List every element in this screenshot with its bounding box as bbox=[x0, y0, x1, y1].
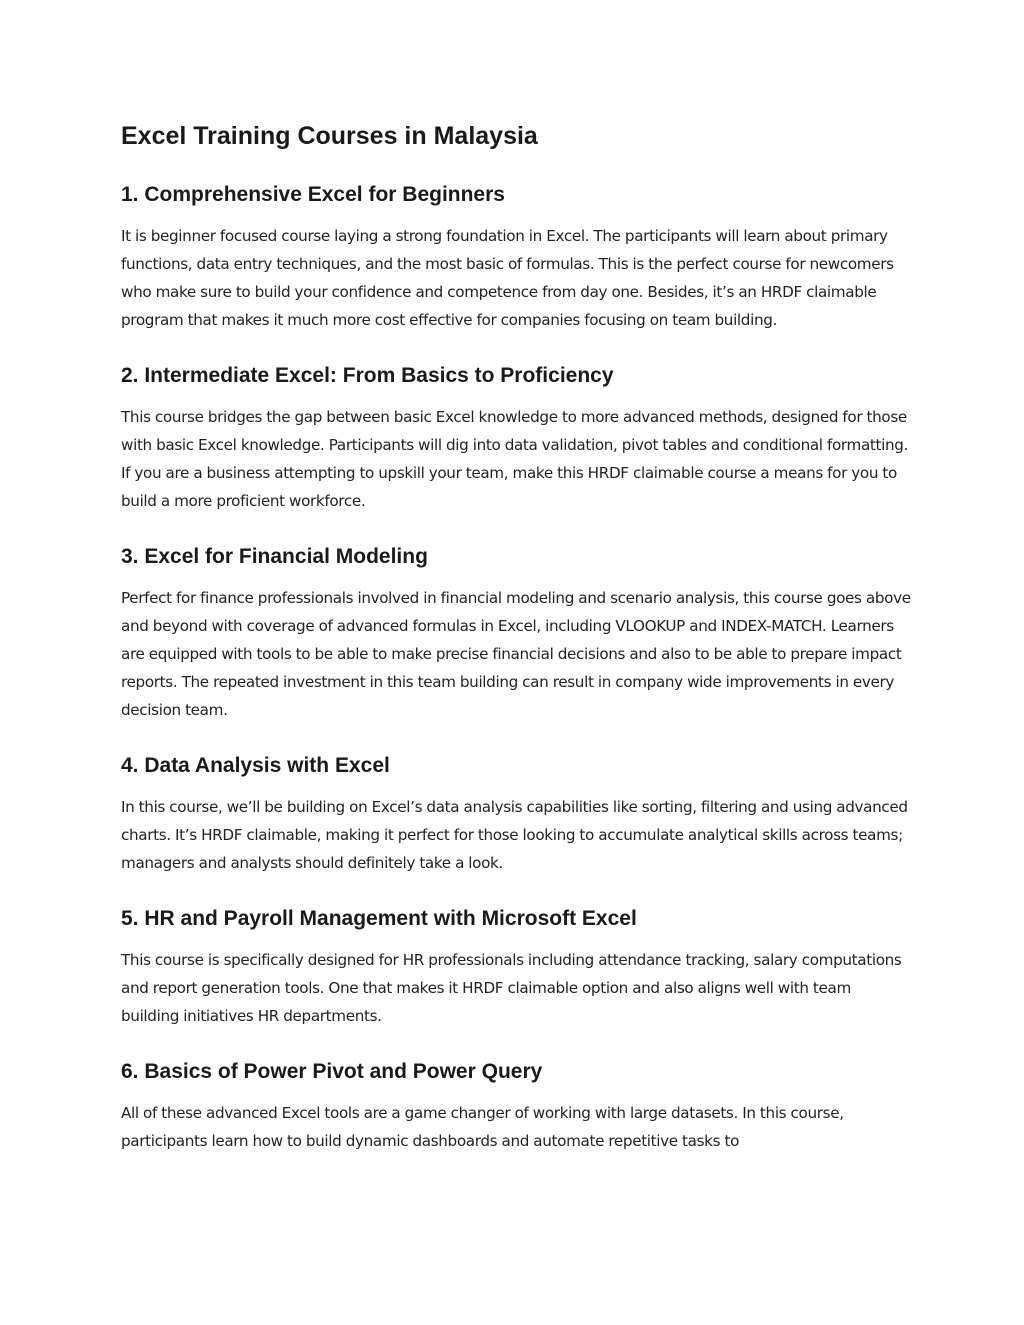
section-paragraph: In this course, we’ll be building on Excel’s data analysis capabilities like sorting, filtering and using advanced charts. It’s HRDF claimable, making it perfect for those looking to accumulate analytical skills across teams; managers and analysts should definitely take a look. bbox=[121, 798, 908, 872]
course-section-1 bbox=[121, 180, 911, 334]
section-paragraph: All of these advanced Excel tools are a game changer of working with large datasets. In this course, participants learn how to build dynamic dashboards and automate repetitive tasks to bbox=[121, 1104, 844, 1150]
section-heading: 1. Comprehensive Excel for Beginners bbox=[121, 183, 505, 206]
course-section-4 bbox=[121, 751, 911, 877]
section-paragraph: This course bridges the gap between basic Excel knowledge to more advanced methods, designed for those with basic Excel knowledge. Participants will dig into data validation, pivot tables and conditional formatting. If you are a business attempting to upskill your team, make this HRDF claimable course a means for you to build a more proficient workforce. bbox=[121, 408, 909, 510]
document-content bbox=[121, 118, 911, 1182]
section-heading: 3. Excel for Financial Modeling bbox=[121, 545, 428, 568]
page-title: Excel Training Courses in Malaysia bbox=[121, 122, 538, 150]
section-heading: 6. Basics of Power Pivot and Power Query bbox=[121, 1060, 543, 1083]
section-heading: 4. Data Analysis with Excel bbox=[121, 754, 390, 777]
section-heading: 2. Intermediate Excel: From Basics to Proficiency bbox=[121, 364, 614, 387]
course-section-6 bbox=[121, 1057, 911, 1155]
section-paragraph: Perfect for finance professionals involved in financial modeling and scenario analysis, this course goes above and beyond with coverage of advanced formulas in Excel, including VLOOKUP and INDEX-MATCH. Learners are equipped with tools to be able to make precise financial decisions and also to be able to prepare impact reports. The repeated investment in this team building can result in company wide improvements in every decision team. bbox=[121, 589, 911, 719]
course-section-5 bbox=[121, 904, 911, 1030]
section-paragraph: This course is specifically designed for HR professionals including attendance tracking, salary computations and report generation tools. One that makes it HRDF claimable option and also aligns well with team building initiatives HR departments. bbox=[121, 951, 902, 1025]
section-heading: 5. HR and Payroll Management with Microsoft Excel bbox=[121, 907, 637, 930]
course-section-2 bbox=[121, 361, 911, 515]
section-paragraph: It is beginner focused course laying a strong foundation in Excel. The participants will learn about primary functions, data entry techniques, and the most basic of formulas. This is the perfect course for newcomers who make sure to build your confidence and competence from day one. Besides, it’s an HRDF claimable program that makes it much more cost effective for companies focusing on team building. bbox=[121, 227, 894, 329]
course-section-3 bbox=[121, 542, 911, 724]
